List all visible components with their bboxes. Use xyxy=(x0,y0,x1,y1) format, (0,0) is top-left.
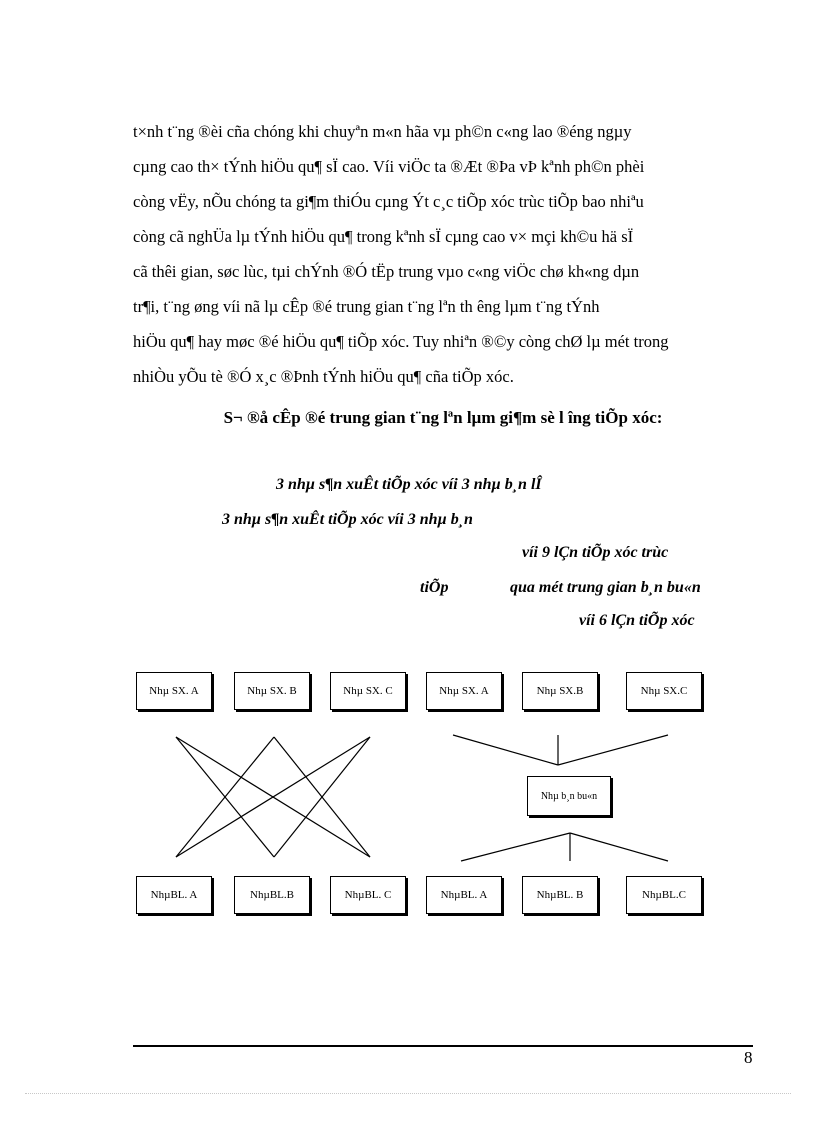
paragraph-line: còng vËy, nÕu chóng ta gi¶m thiÓu cµng Ýt c¸c tiÕp xóc trùc tiÕp bao nhiªu xyxy=(133,192,644,211)
caption-left-line4: tiÕp xyxy=(420,579,449,596)
connector-line xyxy=(461,833,570,861)
retailer-box: NhµBL. A xyxy=(136,876,212,914)
page-bottom-divider xyxy=(25,1093,791,1094)
paragraph-line: hiÖu qu¶ hay møc ®é hiÖu qu¶ tiÕp xóc. Tuy nhiªn ®©y còng chØ lµ mét trong xyxy=(133,332,669,351)
diagram-title: S¬ ®å cÊp ®é trung gian t¨ng lªn lµm gi¶m sè l îng tiÕp xóc: xyxy=(223,408,663,427)
paragraph-line: t×nh t¨ng ®èi cña chóng khi chuyªn m«n hãa vµ ph©n c«ng lao ®éng ngµy xyxy=(133,122,632,141)
caption-right-line2: víi 6 lÇn tiÕp xóc xyxy=(579,612,695,629)
producer-box: Nhµ SX. A xyxy=(426,672,502,710)
retailer-box: NhµBL. C xyxy=(330,876,406,914)
paragraph-line: còng cã nghÜa lµ tÝnh hiÖu qu¶ trong kªnh sÏ cµng cao v× mçi kh©u hä sÏ xyxy=(133,227,634,246)
retailer-box: NhµBL.C xyxy=(626,876,702,914)
producer-box: Nhµ SX. A xyxy=(136,672,212,710)
paragraph-line: cµng cao th× tÝnh hiÖu qu¶ sÏ cao. Víi viÖc ta ®Æt ®Þa vÞ kªnh ph©n phèi xyxy=(133,157,645,176)
caption-left-line2: 3 nhµ s¶n xuÊt tiÕp xóc víi 3 nhµ b¸n xyxy=(222,511,473,528)
connector-line xyxy=(570,833,668,861)
retailer-box: NhµBL. A xyxy=(426,876,502,914)
caption-left-line3: víi 9 lÇn tiÕp xóc trùc xyxy=(522,544,669,561)
caption-left-line1: 3 nhµ s¶n xuÊt tiÕp xóc víi 3 nhµ b¸n lÎ xyxy=(276,476,542,493)
producer-box: Nhµ SX. B xyxy=(234,672,310,710)
wholesaler-box: Nhµ b¸n bu«n xyxy=(527,776,611,816)
paragraph-line: cã thêi gian, søc lùc, tµi chÝnh ®Ó tËp trung vµo c«ng viÖc chø kh«ng dµn xyxy=(133,262,640,281)
connector-line xyxy=(453,735,558,765)
footer-rule xyxy=(133,1045,753,1047)
producer-box: Nhµ SX.C xyxy=(626,672,702,710)
paragraph-line: nhiÒu yÕu tè ®Ó x¸c ®Þnh tÝnh hiÖu qu¶ cña tiÕp xóc. xyxy=(133,367,514,386)
retailer-box: NhµBL.B xyxy=(234,876,310,914)
retailer-box: NhµBL. B xyxy=(522,876,598,914)
paragraph-line: tr¶i, t¨ng øng víi nã lµ cÊp ®é trung gian t¨ng lªn th êng lµm t¨ng tÝnh xyxy=(133,297,600,316)
page-number: 8 xyxy=(744,1048,753,1067)
caption-right-line1: qua mét trung gian b¸n bu«n xyxy=(510,579,701,596)
producer-box: Nhµ SX.B xyxy=(522,672,598,710)
connector-line xyxy=(558,735,668,765)
producer-box: Nhµ SX. C xyxy=(330,672,406,710)
